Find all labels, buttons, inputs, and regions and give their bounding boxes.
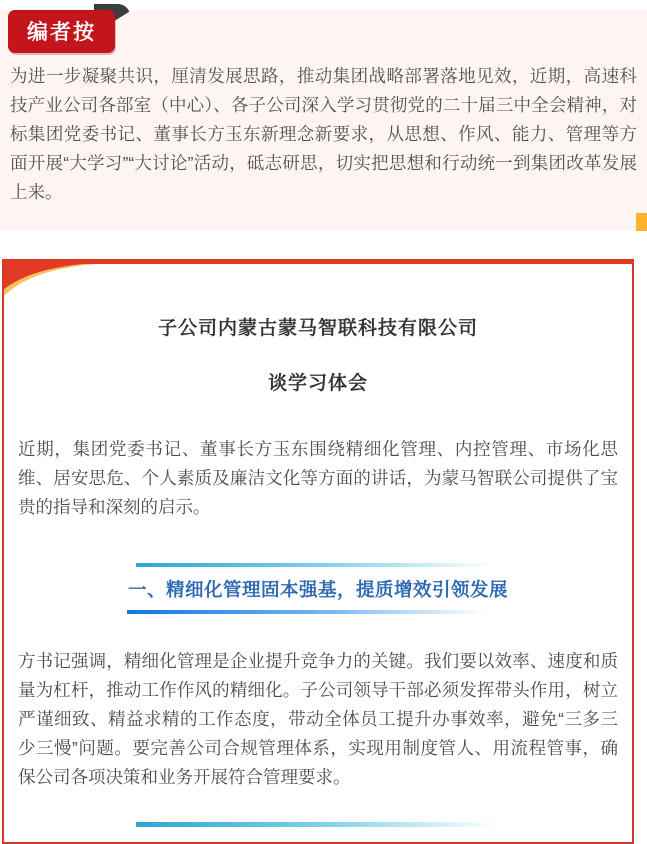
article-page bbox=[0, 10, 647, 833]
editor-note-section bbox=[0, 10, 647, 231]
intro-paragraph: 近期，集团党委书记、董事长方玉东围绕精细化管理、内控管理、市场化思维、居安思危、个人素质及廉洁文化等方面的讲话，为蒙马智联公司提供了宝贵的指导和深刻的启示。 bbox=[18, 439, 618, 517]
article-card bbox=[2, 259, 634, 844]
section-heading-1 bbox=[127, 563, 509, 614]
editor-note-badge: 编者按 bbox=[8, 10, 115, 53]
article-subtitle: 谈学习体会 bbox=[267, 373, 368, 394]
corner-accent-square bbox=[636, 213, 647, 231]
corner-swoosh-decoration bbox=[3, 263, 95, 297]
section-heading-text: 一、精细化管理固本强基，提质增效引领发展 bbox=[127, 579, 508, 600]
section-body-paragraph: 方书记强调，精细化管理是企业提升竞争力的关键。我们要以效率、速度和质量为杠杆，推动工作作风的精细化。子公司领导干部必须发挥带头作用，树立严谨细致、精益求精的工作态度，带动全体员工提升办事效率，避免“三多三少三慢”问题。要完善公司合规管理体系，实现用制度管人、用流程管事，确保公司各项决策和业务开展符合管理要求。 bbox=[18, 651, 618, 787]
heading-bottom-rule bbox=[127, 610, 500, 614]
editor-note-paragraph: 为进一步凝聚共识，厘清发展思路，推动集团战略部署落地见效，近期，高速科技产业公司各部室（中心）、各子公司深入学习贯彻党的二十届三中全会精神，对标集团党委书记、董事长方玉东新理念新要求，从思想、作风、能力、管理等方面开展“大学习”“大讨论”活动，砥志研思，切实把思想和行动统一到集团改革发展上来。 bbox=[10, 66, 637, 202]
company-title: 子公司内蒙古蒙马智联科技有限公司 bbox=[157, 318, 478, 339]
